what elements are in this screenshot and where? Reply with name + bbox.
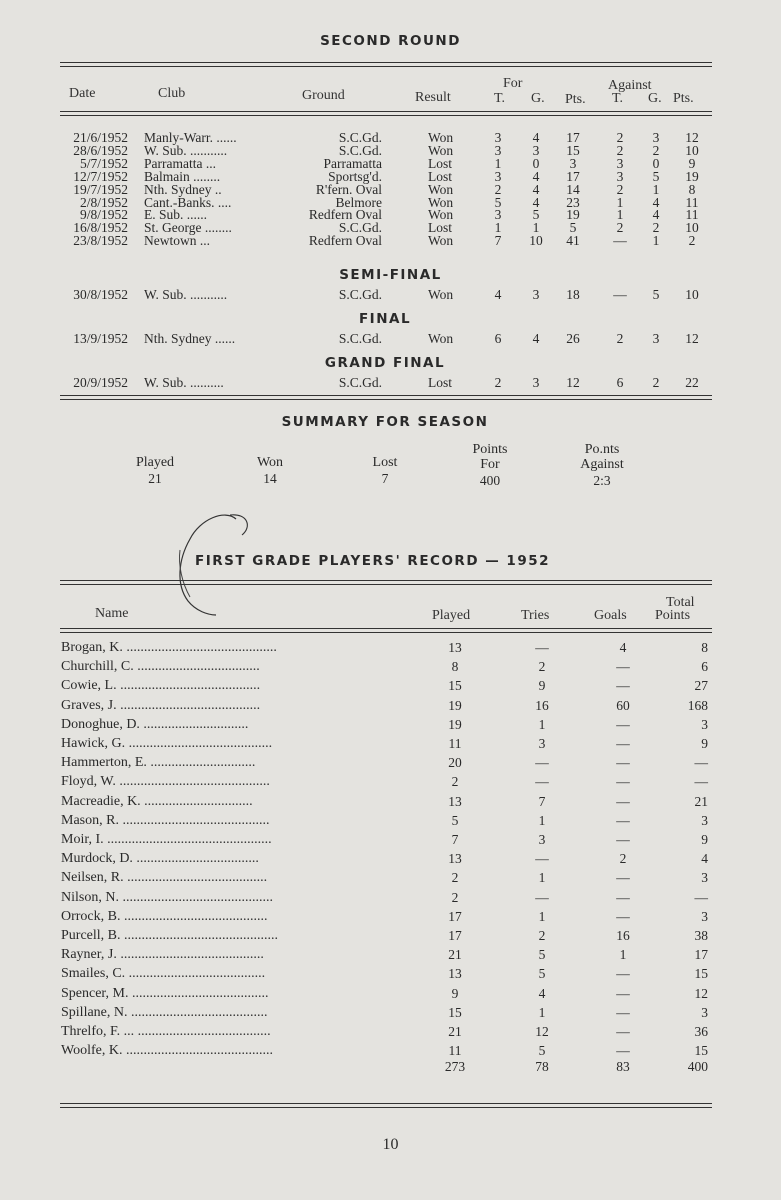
player-played: 7 <box>451 832 459 847</box>
total-played: 273 <box>444 1059 466 1075</box>
player-goals: — <box>616 659 630 675</box>
player-played: 19 <box>448 697 462 713</box>
player-goals: 1 <box>619 947 627 963</box>
match-fp: 17 <box>566 168 580 184</box>
player-name: Graves, J. ........................................ <box>61 698 261 712</box>
match-date: 13/9/1952 <box>73 331 128 346</box>
player-goals: — <box>616 870 630 886</box>
match-ag: 2 <box>652 220 660 236</box>
header-date: Date <box>69 86 96 101</box>
header-for-g: G. <box>531 91 545 106</box>
player-played: 21 <box>448 947 462 963</box>
players-header-rule-2 <box>60 632 712 633</box>
match-ft: 1 <box>494 155 502 171</box>
match-at: 1 <box>616 194 624 210</box>
match-fg: 4 <box>532 331 540 346</box>
player-goals: 4 <box>619 640 627 655</box>
match-fg: 5 <box>532 207 540 223</box>
match-fg: 4 <box>532 181 540 197</box>
player-name: Spillane, N. ....................................... <box>61 1005 268 1019</box>
match-fg: 4 <box>532 194 540 210</box>
player-points: 4 <box>701 851 708 867</box>
match-ag: 3 <box>652 130 660 145</box>
match-fg: 4 <box>532 168 540 184</box>
match-fp: 17 <box>566 130 580 145</box>
player-points: 3 <box>701 908 708 924</box>
match-club: Nth. Sydney ...... <box>144 331 236 346</box>
players-header-points: Points <box>655 608 691 623</box>
summary-lost-label: Lost <box>372 455 398 470</box>
match-club: Newtown ... <box>144 233 210 249</box>
player-points: — <box>694 774 708 790</box>
match-club: Cant.-Banks. .... <box>144 194 232 210</box>
match-result: Won <box>428 287 454 302</box>
match-result: Lost <box>428 168 453 184</box>
players-header-played: Played <box>432 608 471 623</box>
players-top-rule-2 <box>60 584 712 585</box>
match-fp: 5 <box>569 220 577 236</box>
player-goals: — <box>616 678 630 694</box>
match-at: 2 <box>616 181 624 197</box>
match-ft: 3 <box>494 168 502 184</box>
player-tries: 5 <box>538 1043 546 1059</box>
match-ft: 3 <box>494 207 502 223</box>
match-ft: 3 <box>494 142 502 158</box>
match-at: 1 <box>616 207 624 223</box>
page-number: 10 <box>382 1136 399 1153</box>
match-at: 2 <box>616 130 624 145</box>
match-ft: 3 <box>494 130 502 145</box>
match-ft: 5 <box>494 194 502 210</box>
match-ground: S.C.Gd. <box>338 130 382 145</box>
summary-won-label: Won <box>256 455 284 470</box>
player-points: 38 <box>694 928 708 943</box>
header-against-t: T. <box>612 91 624 106</box>
match-date: 5/7/1952 <box>79 155 128 171</box>
match-fp: 12 <box>566 375 580 390</box>
player-goals: — <box>616 985 630 1001</box>
total-tries: 78 <box>535 1059 549 1075</box>
player-name: Orrock, B. ......................................... <box>61 909 268 923</box>
player-tries: 5 <box>538 947 546 963</box>
match-date: 28/6/1952 <box>73 142 128 158</box>
match-ft: 4 <box>494 287 502 302</box>
player-tries: — <box>535 851 549 867</box>
player-played: 19 <box>448 716 462 732</box>
match-result: Won <box>428 233 454 249</box>
player-tries: 4 <box>538 985 546 1001</box>
grand-final-title: GRAND FINAL <box>324 355 446 371</box>
player-goals: — <box>616 966 630 982</box>
player-points: 3 <box>701 716 708 732</box>
player-tries: 2 <box>538 928 546 943</box>
player-played: 13 <box>448 966 462 982</box>
summary-lost-value: 7 <box>381 471 389 486</box>
player-tries: 5 <box>538 966 546 982</box>
player-played: 11 <box>448 736 462 751</box>
match-fp: 15 <box>566 142 580 158</box>
summary-points-against-value: 2:3 <box>593 473 611 488</box>
header-against: Against <box>608 78 652 93</box>
player-points: 12 <box>694 985 708 1001</box>
player-tries: 3 <box>538 832 546 847</box>
player-name: Donoghue, D. .............................. <box>61 717 249 731</box>
player-points: 21 <box>694 793 708 809</box>
match-ap: 12 <box>685 331 699 346</box>
player-name: Murdock, D. ................................... <box>61 852 259 866</box>
player-name: Woolfe, K. .......................................... <box>61 1044 273 1058</box>
match-at: 3 <box>616 155 624 171</box>
match-date: 20/9/1952 <box>73 375 128 390</box>
second-round-title: SECOND ROUND <box>320 33 461 49</box>
header-club: Club <box>158 86 186 101</box>
match-ap: 10 <box>685 142 699 158</box>
match-ag: 1 <box>652 233 660 249</box>
match-ft: 2 <box>494 181 502 197</box>
match-ag: 4 <box>652 194 660 210</box>
player-name: Hawick, G. ......................................... <box>61 737 273 750</box>
player-played: 13 <box>448 793 462 809</box>
match-at: 2 <box>616 331 624 346</box>
player-played: 2 <box>451 889 459 905</box>
match-ground: Parramatta <box>323 155 382 171</box>
players-bottom-rule <box>60 1103 712 1104</box>
player-name: Hammerton, E. .............................. <box>61 756 256 770</box>
player-tries: — <box>535 755 549 771</box>
player-name: Churchill, C. ................................... <box>61 660 260 674</box>
match-ground: S.C.Gd. <box>338 287 382 302</box>
match-club: Nth. Sydney .. <box>144 181 222 197</box>
total-goals: 83 <box>616 1059 630 1075</box>
match-fp: 41 <box>566 233 580 249</box>
match-result: Won <box>428 181 454 197</box>
summary-points-for-value: 400 <box>479 473 501 488</box>
match-fg: 3 <box>532 142 540 158</box>
match-club: St. George ........ <box>144 220 232 236</box>
match-fg: 10 <box>529 233 543 249</box>
match-ag: 2 <box>652 375 660 390</box>
player-name: Rayner, J. ......................................... <box>61 948 264 962</box>
match-at: 6 <box>616 375 624 390</box>
players-header-name: Name <box>95 606 129 621</box>
match-fg: 1 <box>532 220 540 236</box>
player-played: 15 <box>448 1004 462 1020</box>
player-points: 9 <box>701 736 708 751</box>
player-goals: 2 <box>619 851 627 867</box>
player-played: 2 <box>451 774 459 790</box>
match-fp: 26 <box>566 331 580 346</box>
player-tries: — <box>535 774 549 790</box>
header-result: Result <box>415 90 451 105</box>
player-name: Moir, I. ............................................... <box>61 833 272 846</box>
match-ag: 3 <box>652 331 660 346</box>
player-tries: 1 <box>538 908 546 924</box>
player-goals: — <box>616 812 630 828</box>
match-ground: S.C.Gd. <box>338 142 382 158</box>
header-for-pts: Pts. <box>565 92 586 107</box>
player-tries: 1 <box>538 1004 546 1020</box>
player-points: 27 <box>694 678 708 694</box>
match-fp: 3 <box>569 155 577 171</box>
match-at: 2 <box>616 220 624 236</box>
match-ap: 9 <box>688 155 696 171</box>
header-against-pts: Pts. <box>673 91 694 106</box>
player-points: — <box>694 755 708 771</box>
summary-played-label: Played <box>135 455 175 470</box>
player-tries: 3 <box>538 736 546 751</box>
player-tries: 1 <box>538 716 546 732</box>
match-date: 9/8/1952 <box>79 207 128 223</box>
match-club: Manly-Warr. ...... <box>144 130 237 145</box>
player-name: Smailes, C. ....................................... <box>61 967 266 981</box>
summary-played-value: 21 <box>148 471 162 486</box>
player-tries: 1 <box>538 870 546 886</box>
match-club: Balmain ........ <box>144 168 221 184</box>
header-for-t: T. <box>494 91 506 106</box>
match-ag: 5 <box>652 168 660 184</box>
top-rule-inner <box>60 66 712 67</box>
player-name: Spencer, M. ....................................... <box>61 986 269 1000</box>
match-ft: 1 <box>494 220 502 236</box>
player-goals: 16 <box>616 928 630 943</box>
players-header-goals: Goals <box>594 608 627 623</box>
player-played: 15 <box>448 678 462 694</box>
round-bottom-rule-2 <box>60 399 712 400</box>
match-fp: 14 <box>566 181 580 197</box>
match-ground: S.C.Gd. <box>338 331 382 346</box>
match-date: 2/8/1952 <box>79 194 128 210</box>
player-played: 5 <box>451 812 459 828</box>
match-ground: S.C.Gd. <box>338 220 382 236</box>
match-fg: 0 <box>532 155 540 171</box>
match-ap: 11 <box>685 207 699 223</box>
semi-final-title: SEMI-FINAL <box>339 267 442 283</box>
player-played: 11 <box>448 1043 462 1059</box>
player-tries: — <box>535 640 549 655</box>
player-tries: 9 <box>538 678 546 694</box>
header-for: For <box>503 76 523 91</box>
match-fp: 19 <box>566 207 580 223</box>
match-fg: 4 <box>532 130 540 145</box>
match-club: W. Sub. ........... <box>144 142 228 158</box>
summary-points-for-label-2: For <box>480 457 500 472</box>
match-date: 21/6/1952 <box>73 130 128 145</box>
players-header-tries: Tries <box>521 608 550 623</box>
match-ap: 2 <box>688 233 696 249</box>
match-result: Won <box>428 142 454 158</box>
match-date: 12/7/1952 <box>73 168 128 184</box>
player-goals: — <box>616 755 630 771</box>
match-ap: 10 <box>685 220 699 236</box>
match-date: 23/8/1952 <box>73 233 128 249</box>
player-tries: — <box>535 889 549 905</box>
summary-won-value: 14 <box>263 471 277 486</box>
player-name: Macreadie, K. ............................... <box>61 794 253 808</box>
match-date: 19/7/1952 <box>73 181 128 197</box>
match-ap: 22 <box>685 375 699 390</box>
match-ag: 1 <box>652 181 660 197</box>
summary-title: SUMMARY FOR SEASON <box>281 414 489 430</box>
player-played: 13 <box>448 640 462 655</box>
summary-points-for-label: Points <box>472 442 508 457</box>
match-ground: Redfern Oval <box>308 233 382 249</box>
match-ag: 4 <box>652 207 660 223</box>
player-points: 15 <box>694 1043 708 1059</box>
header-rule-2 <box>60 115 712 116</box>
match-result: Won <box>428 207 454 223</box>
player-played: 20 <box>448 755 462 771</box>
match-ap: 8 <box>688 181 696 197</box>
player-tries: 7 <box>538 793 546 809</box>
player-name: Threlfo, F. ... ...................................... <box>61 1025 271 1038</box>
player-name: Brogan, K. ........................................... <box>61 641 277 654</box>
match-at: 2 <box>616 142 624 158</box>
match-ap: 19 <box>685 168 699 184</box>
match-ap: 10 <box>685 287 699 302</box>
player-goals: — <box>616 1004 630 1020</box>
player-points: 3 <box>701 812 708 828</box>
players-title: FIRST GRADE PLAYERS' RECORD — 1952 <box>195 553 551 569</box>
player-points: 168 <box>687 697 708 713</box>
player-played: 8 <box>451 659 459 675</box>
match-ground: Belmore <box>335 194 382 210</box>
match-date: 30/8/1952 <box>73 287 128 302</box>
players-header-rule <box>60 628 712 629</box>
match-club: Parramatta ... <box>144 155 216 171</box>
player-played: 17 <box>448 928 462 943</box>
match-ft: 6 <box>494 331 502 346</box>
summary-points-against-label: Po.nts <box>584 442 620 457</box>
player-goals: — <box>616 793 630 809</box>
player-name: Nilson, N. ........................................... <box>61 890 273 904</box>
player-goals: — <box>616 908 630 924</box>
match-result: Lost <box>428 375 453 390</box>
match-ag: 5 <box>652 287 660 302</box>
player-goals: — <box>616 1024 630 1039</box>
player-goals: 60 <box>616 697 630 713</box>
player-goals: — <box>616 774 630 790</box>
player-name: Neilsen, R. ........................................ <box>61 871 268 885</box>
player-points: 9 <box>701 832 708 847</box>
match-at: — <box>613 287 627 302</box>
match-fp: 23 <box>566 194 580 210</box>
player-points: 15 <box>694 966 708 982</box>
player-name: Mason, R. .......................................... <box>61 813 270 827</box>
player-tries: 16 <box>535 697 549 713</box>
match-fg: 3 <box>532 375 540 390</box>
total-points: 400 <box>687 1059 708 1075</box>
header-ground: Ground <box>302 88 345 103</box>
match-result: Won <box>428 331 454 346</box>
match-ground: S.C.Gd. <box>338 375 382 390</box>
match-result: Won <box>428 130 454 145</box>
players-bottom-rule-2 <box>60 1107 712 1108</box>
summary-points-against-label-2: Against <box>580 457 624 472</box>
player-tries: 2 <box>538 659 546 675</box>
player-points: 8 <box>701 640 708 655</box>
match-club: E. Sub. ...... <box>144 207 208 223</box>
match-result: Lost <box>428 155 453 171</box>
player-goals: — <box>616 1043 630 1059</box>
round-bottom-rule <box>60 395 712 396</box>
top-rule <box>60 62 712 63</box>
match-at: 3 <box>616 168 624 184</box>
players-top-rule <box>60 580 712 581</box>
match-ground: Sportsg'd. <box>328 168 382 184</box>
player-name: Floyd, W. ........................................... <box>61 775 270 789</box>
player-goals: — <box>616 889 630 905</box>
player-played: 13 <box>448 851 462 867</box>
match-ft: 7 <box>494 233 502 249</box>
players-header-total: Total <box>666 595 695 610</box>
player-goals: — <box>616 832 630 847</box>
player-points: 36 <box>694 1024 708 1039</box>
player-points: 3 <box>701 1004 708 1020</box>
match-ag: 0 <box>652 155 660 171</box>
match-date: 16/8/1952 <box>73 220 128 236</box>
match-fg: 3 <box>532 287 540 302</box>
match-ag: 2 <box>652 142 660 158</box>
match-fp: 18 <box>566 287 580 302</box>
player-points: 3 <box>701 870 708 886</box>
match-at: — <box>613 233 627 249</box>
player-points: — <box>694 889 708 905</box>
match-result: Lost <box>428 220 453 236</box>
player-played: 2 <box>451 870 459 886</box>
player-tries: 12 <box>535 1024 549 1039</box>
match-club: W. Sub. ........... <box>144 287 228 302</box>
player-played: 21 <box>448 1024 462 1039</box>
player-name: Cowie, L. ........................................ <box>61 679 261 693</box>
player-played: 17 <box>448 908 462 924</box>
player-played: 9 <box>451 985 459 1001</box>
match-ground: Redfern Oval <box>308 207 382 223</box>
match-ap: 12 <box>685 130 699 145</box>
match-ground: R'fern. Oval <box>315 181 382 197</box>
match-club: W. Sub. .......... <box>144 375 224 390</box>
match-result: Won <box>428 194 454 210</box>
match-ap: 11 <box>685 194 699 210</box>
player-tries: 1 <box>538 812 546 828</box>
player-points: 17 <box>694 947 708 963</box>
match-ft: 2 <box>494 375 502 390</box>
player-name: Purcell, B. ............................................ <box>61 929 278 942</box>
player-goals: — <box>616 716 630 732</box>
player-goals: — <box>616 736 630 751</box>
player-points: 6 <box>701 659 708 675</box>
header-rule <box>60 111 712 112</box>
final-title: FINAL <box>358 311 412 327</box>
header-against-g: G. <box>648 91 662 106</box>
